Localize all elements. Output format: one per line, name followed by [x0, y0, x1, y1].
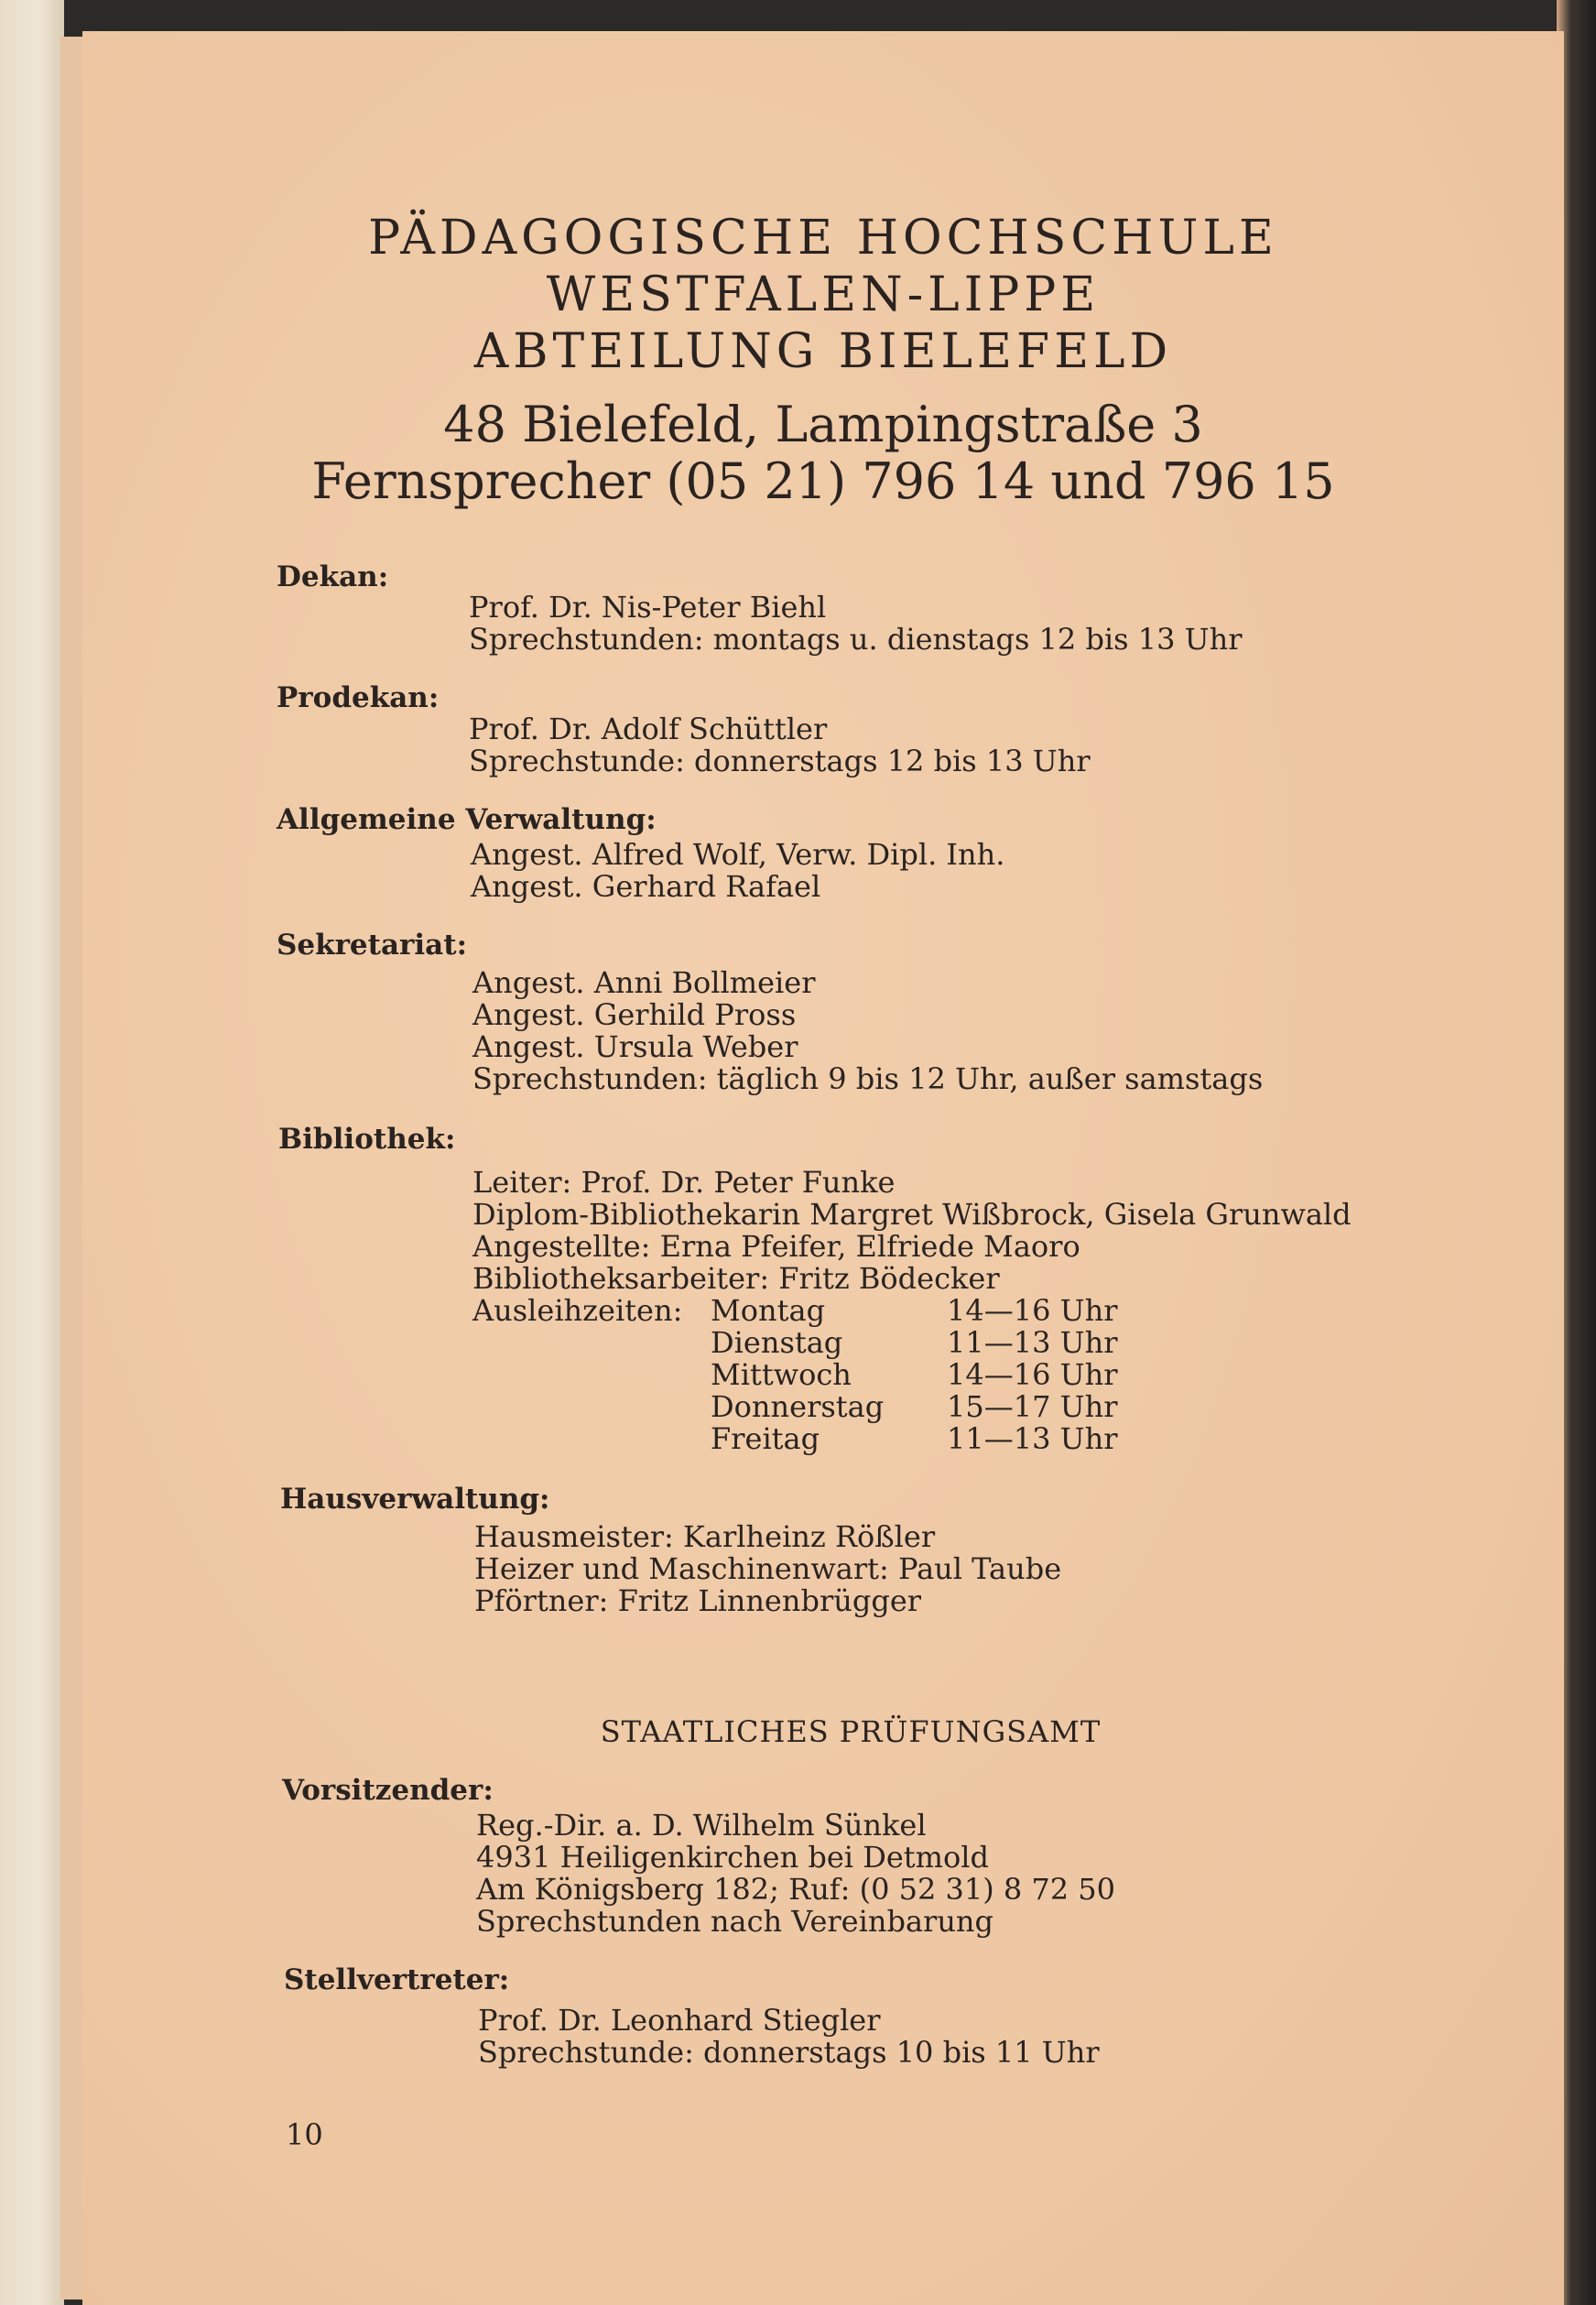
verwaltung-line: Angest. Alfred Wolf, Verw. Dipl. Inh. [471, 837, 1005, 872]
ausleih-time: 14—16 Uhr [947, 1293, 1118, 1328]
ausleih-time: 14—16 Uhr [947, 1357, 1118, 1392]
dekan-line: Sprechstunden: montags u. dienstags 12 bis 13 Uhr [469, 622, 1243, 657]
stellvertreter-line: Sprechstunde: donnerstags 10 bis 11 Uhr [478, 2035, 1100, 2070]
section-label-hausverwaltung: Hausverwaltung: [280, 1483, 550, 1516]
hausverwaltung-line: Heizer und Maschinenwart: Paul Taube [474, 1551, 1062, 1586]
ausleih-time: 11—13 Uhr [947, 1325, 1118, 1360]
bibliothek-line: Bibliotheksarbeiter: Fritz Bödecker [472, 1261, 1000, 1296]
institution-address: 48 Bielefeld, Lampingstraße 3 [443, 396, 1203, 453]
sekretariat-line: Angest. Gerhild Pross [472, 997, 797, 1032]
scan-background [0, 0, 64, 2305]
pruefungsamt-title: STAATLICHES PRÜFUNGSAMT [600, 1714, 1102, 1749]
document-page [82, 31, 1564, 2305]
institution-name: PÄDAGOGISCHE HOCHSCHULE [368, 211, 1278, 266]
ausleih-day: Donnerstag [711, 1389, 885, 1424]
bibliothek-line: Diplom-Bibliothekarin Margret Wißbrock, Gisela Grunwald [472, 1197, 1352, 1232]
stellvertreter-line: Prof. Dr. Leonhard Stiegler [478, 2003, 881, 2038]
page-number: 10 [286, 2117, 323, 2152]
sekretariat-line: Angest. Ursula Weber [472, 1029, 798, 1064]
vorsitzender-line: Sprechstunden nach Vereinbarung [476, 1904, 994, 1939]
ausleih-day: Freitag [711, 1421, 820, 1456]
sekretariat-line: Angest. Anni Bollmeier [472, 965, 816, 1000]
dekan-line: Prof. Dr. Nis-Peter Biehl [469, 590, 827, 625]
vorsitzender-line: Am Königsberg 182; Ruf: (0 52 31) 8 72 50 [476, 1872, 1116, 1907]
bibliothek-line: Leiter: Prof. Dr. Peter Funke [472, 1165, 896, 1200]
section-label-stellvertreter: Stellvertreter: [284, 1963, 510, 1996]
ausleih-row [711, 1389, 1117, 1424]
section-label-verwaltung: Allgemeine Verwaltung: [277, 803, 657, 836]
section-label-vorsitzender: Vorsitzender: [282, 1774, 494, 1807]
section-label-prodekan: Prodekan: [277, 681, 440, 714]
hausverwaltung-line: Hausmeister: Karlheinz Rößler [474, 1519, 936, 1554]
ausleih-row [711, 1357, 1117, 1392]
vorsitzender-line: 4931 Heiligenkirchen bei Detmold [476, 1840, 989, 1875]
ausleih-day: Mittwoch [711, 1357, 852, 1392]
vorsitzender-line: Reg.-Dir. a. D. Wilhelm Sünkel [476, 1808, 927, 1843]
ausleih-row [711, 1325, 1117, 1360]
section-label-bibliothek: Bibliothek: [278, 1123, 456, 1156]
ausleih-time: 11—13 Uhr [947, 1421, 1118, 1456]
institution-region: WESTFALEN-LIPPE [546, 267, 1101, 322]
prodekan-line: Prof. Dr. Adolf Schüttler [469, 712, 828, 746]
ausleih-time: 15—17 Uhr [947, 1389, 1118, 1424]
ausleih-row [711, 1421, 1117, 1456]
section-label-sekretariat: Sekretariat: [277, 929, 468, 962]
ausleih-day: Montag [711, 1293, 826, 1328]
sekretariat-line: Sprechstunden: täglich 9 bis 12 Uhr, außer samstags [472, 1061, 1264, 1096]
hausverwaltung-line: Pförtner: Fritz Linnenbrügger [474, 1583, 922, 1618]
ausleih-row [711, 1293, 1117, 1328]
bibliothek-line: Angestellte: Erna Pfeifer, Elfriede Maoro [472, 1229, 1080, 1264]
institution-phone: Fernsprecher (05 21) 796 14 und 796 15 [311, 452, 1335, 510]
section-label-dekan: Dekan: [277, 560, 389, 593]
institution-department: ABTEILUNG BIELEFELD [473, 324, 1173, 379]
prodekan-line: Sprechstunde: donnerstags 12 bis 13 Uhr [469, 744, 1091, 778]
verwaltung-line: Angest. Gerhard Rafael [471, 869, 821, 904]
ausleih-day: Dienstag [711, 1325, 843, 1360]
ausleihzeiten-label: Ausleihzeiten: [472, 1293, 683, 1328]
